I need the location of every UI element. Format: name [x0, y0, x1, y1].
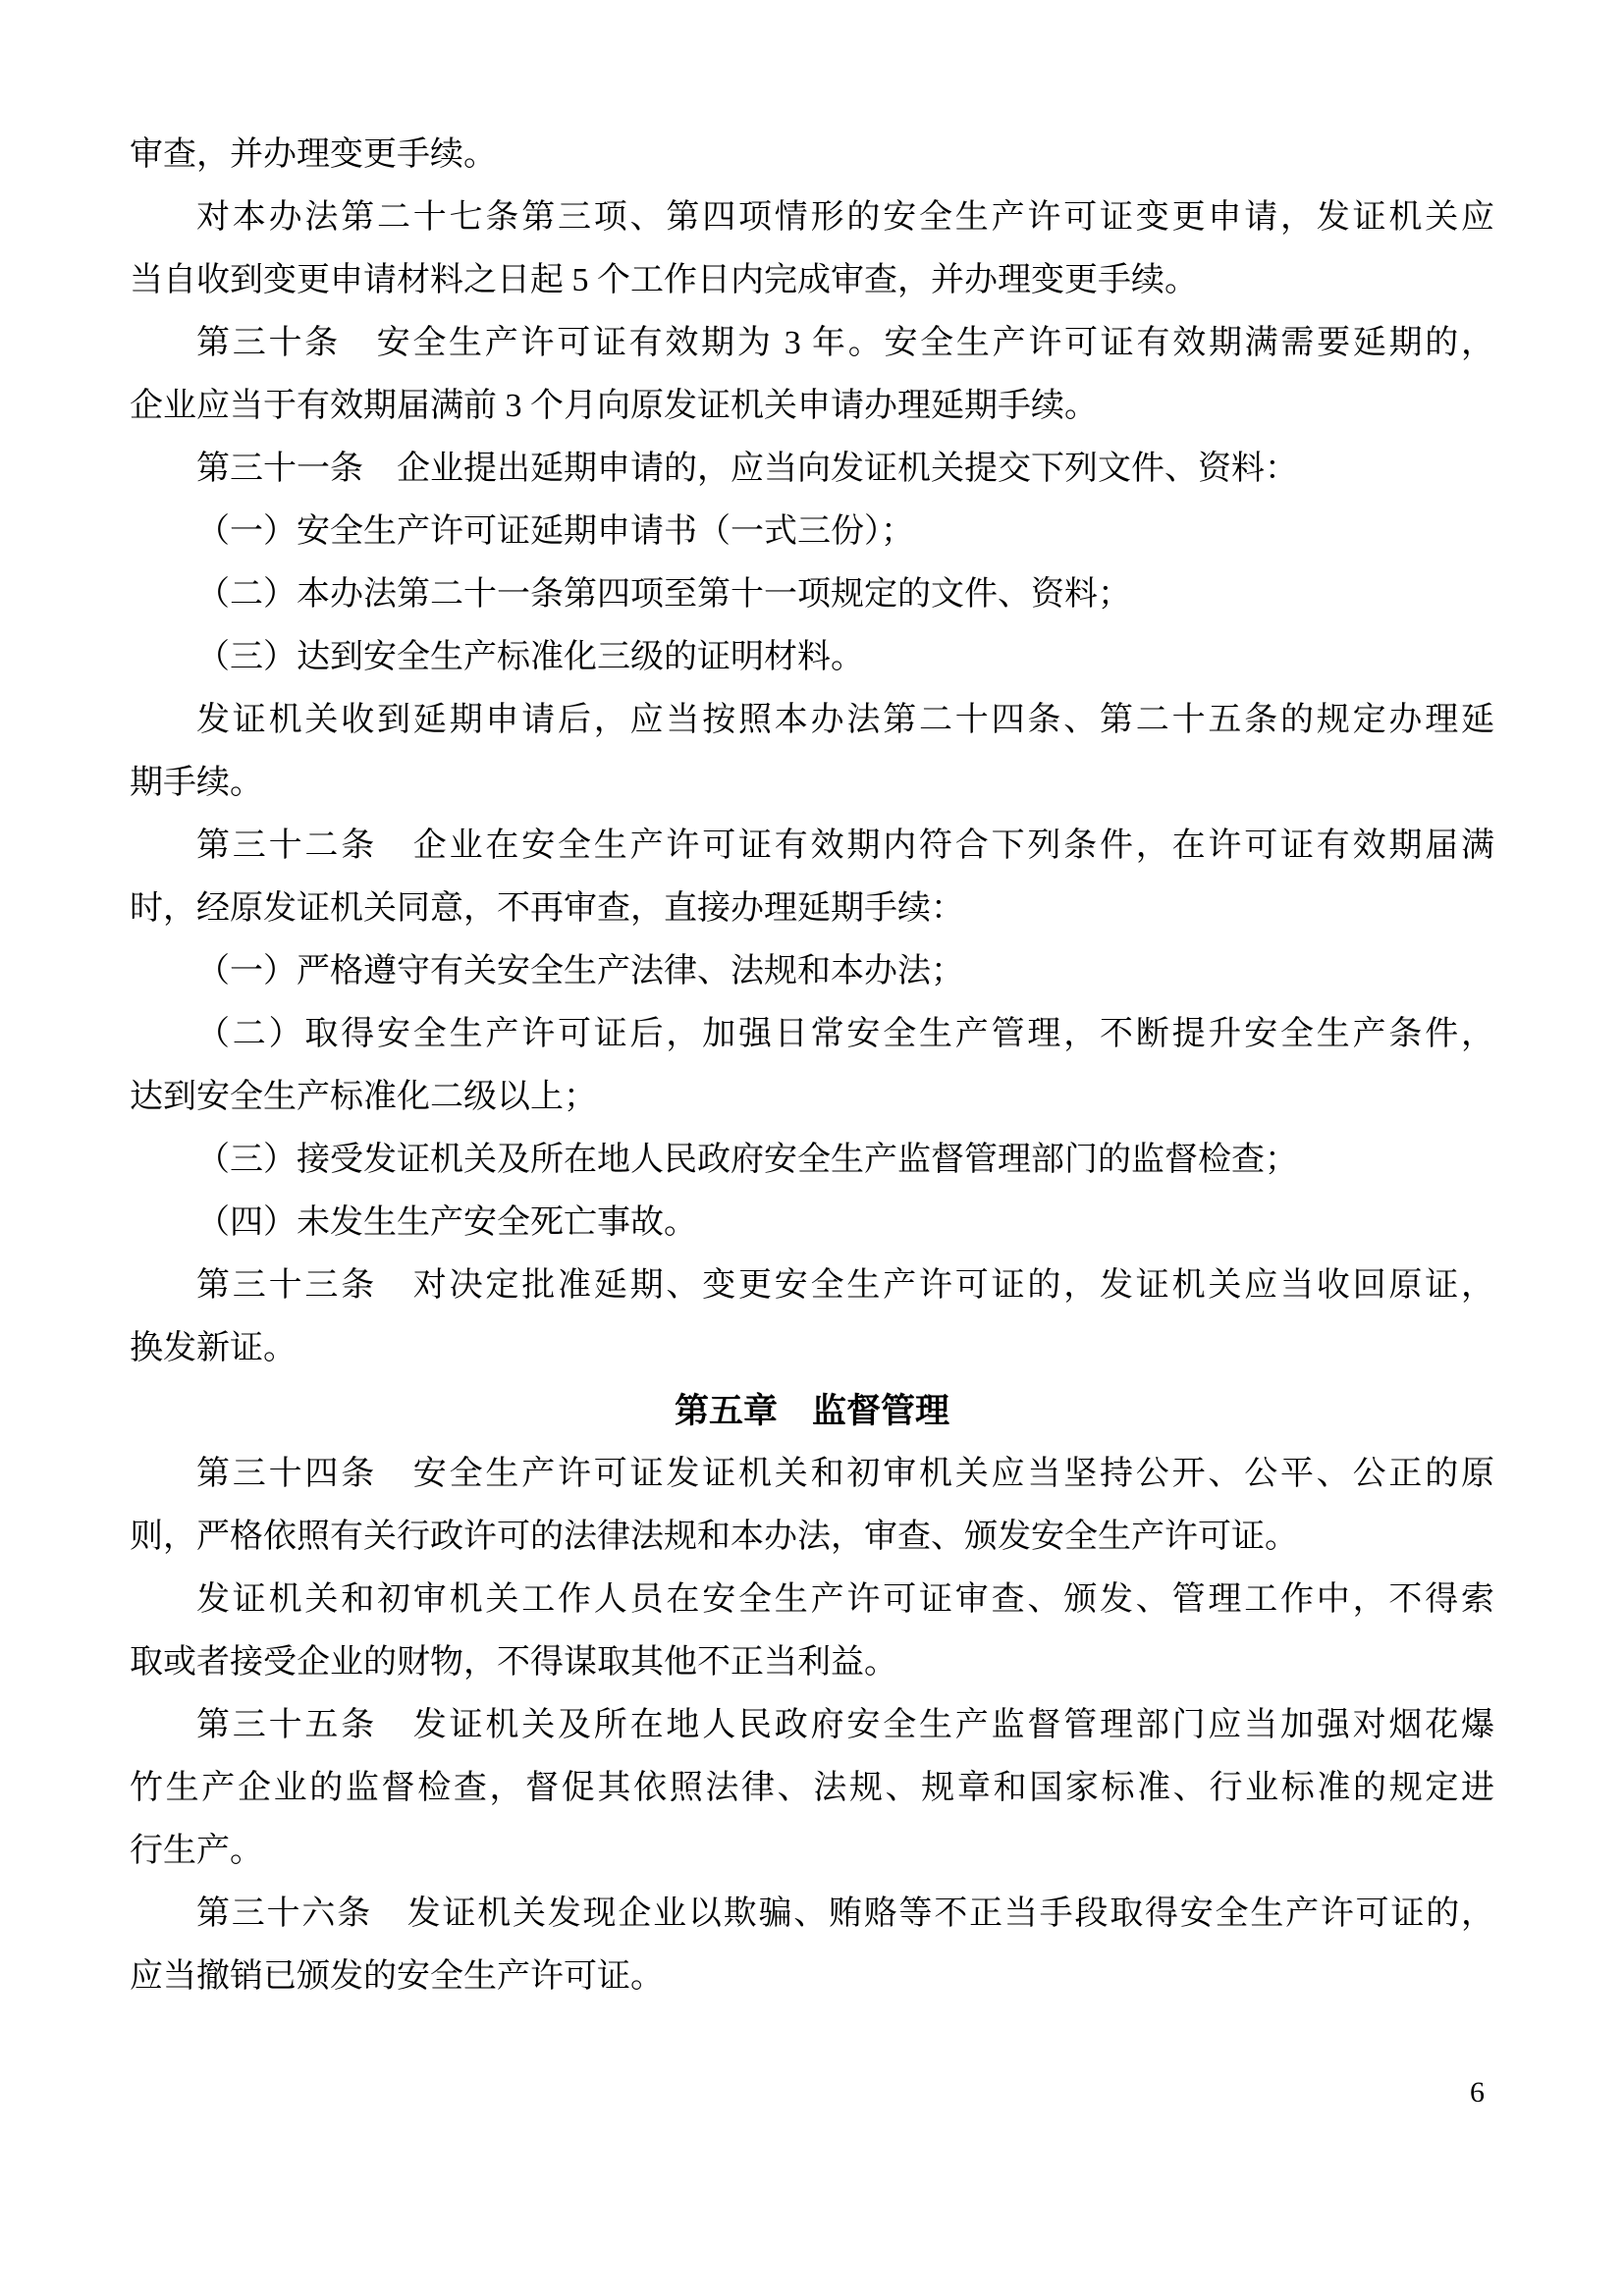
page-number: 6: [1470, 2076, 1485, 2109]
document-text-line: 时，经原发证机关同意，不再审查，直接办理延期手续：: [130, 890, 964, 927]
document-text-line: 行生产。: [130, 1833, 263, 1869]
document-text-line: 第三十五条 发证机关及所在地人民政府安全生产监督管理部门应当加强对烟花爆: [196, 1707, 1494, 1743]
document-text-line: 对本办法第二十七条第三项、第四项情形的安全生产许可证变更申请，发证机关应: [196, 199, 1494, 236]
document-text-line: 审查，并办理变更手续。: [130, 136, 497, 173]
document-text-line: 达到安全生产标准化二级以上；: [130, 1079, 597, 1115]
document-text-line: 第三十六条 发证机关发现企业以欺骗、贿赂等不正当手段取得安全生产许可证的，: [196, 1896, 1494, 1932]
document-text-line: 当自收到变更申请材料之日起 5 个工作日内完成审查，并办理变更手续。: [130, 262, 1198, 298]
document-text-line: （一）严格遵守有关安全生产法律、法规和本办法；: [196, 953, 964, 989]
document-text-line: （三）达到安全生产标准化三级的证明材料。: [196, 639, 864, 675]
document-text-line: （一）安全生产许可证延期申请书（一式三份）；: [196, 513, 914, 550]
document-body: [130, 124, 1494, 2008]
document-text-line: 第三十四条 安全生产许可证发证机关和初审机关应当坚持公开、公平、公正的原: [196, 1456, 1494, 1492]
document-text-line: 第三十二条 企业在安全生产许可证有效期内符合下列条件，在许可证有效期届满: [196, 828, 1494, 864]
document-text-line: 期手续。: [130, 765, 263, 801]
document-text-line: 企业应当于有效期届满前 3 个月向原发证机关申请办理延期手续。: [130, 388, 1098, 424]
chapter-heading: 第五章 监督管理: [674, 1392, 949, 1430]
document-text-line: 发证机关和初审机关工作人员在安全生产许可证审查、颁发、管理工作中，不得索: [196, 1581, 1494, 1618]
document-text-line: （二）本办法第二十一条第四项至第十一项规定的文件、资料；: [196, 576, 1131, 613]
document-text-line: （四）未发生生产安全死亡事故。: [196, 1204, 697, 1241]
document-text-line: （二）取得安全生产许可证后，加强日常安全生产管理，不断提升安全生产条件，: [196, 1016, 1494, 1052]
document-text-line: 发证机关收到延期申请后，应当按照本办法第二十四条、第二十五条的规定办理延: [196, 702, 1494, 738]
document-text-line: 第三十条 安全生产许可证有效期为 3 年。安全生产许可证有效期满需要延期的，: [196, 325, 1494, 361]
document-text-line: 则，严格依照有关行政许可的法律法规和本办法，审查、颁发安全生产许可证。: [130, 1519, 1298, 1555]
document-text-line: 换发新证。: [130, 1330, 297, 1366]
document-text-line: （三）接受发证机关及所在地人民政府安全生产监督管理部门的监督检查；: [196, 1142, 1298, 1178]
document-text-line: 取或者接受企业的财物，不得谋取其他不正当利益。: [130, 1644, 897, 1681]
document-text-line: 第三十一条 企业提出延期申请的，应当向发证机关提交下列文件、资料：: [196, 451, 1298, 487]
document-text-line: 第三十三条 对决定批准延期、变更安全生产许可证的，发证机关应当收回原证，: [196, 1267, 1494, 1304]
document-text-line: 竹生产企业的监督检查，督促其依照法律、法规、规章和国家标准、行业标准的规定进: [130, 1770, 1494, 1806]
document-text-line: 应当撤销已颁发的安全生产许可证。: [130, 1958, 664, 1995]
